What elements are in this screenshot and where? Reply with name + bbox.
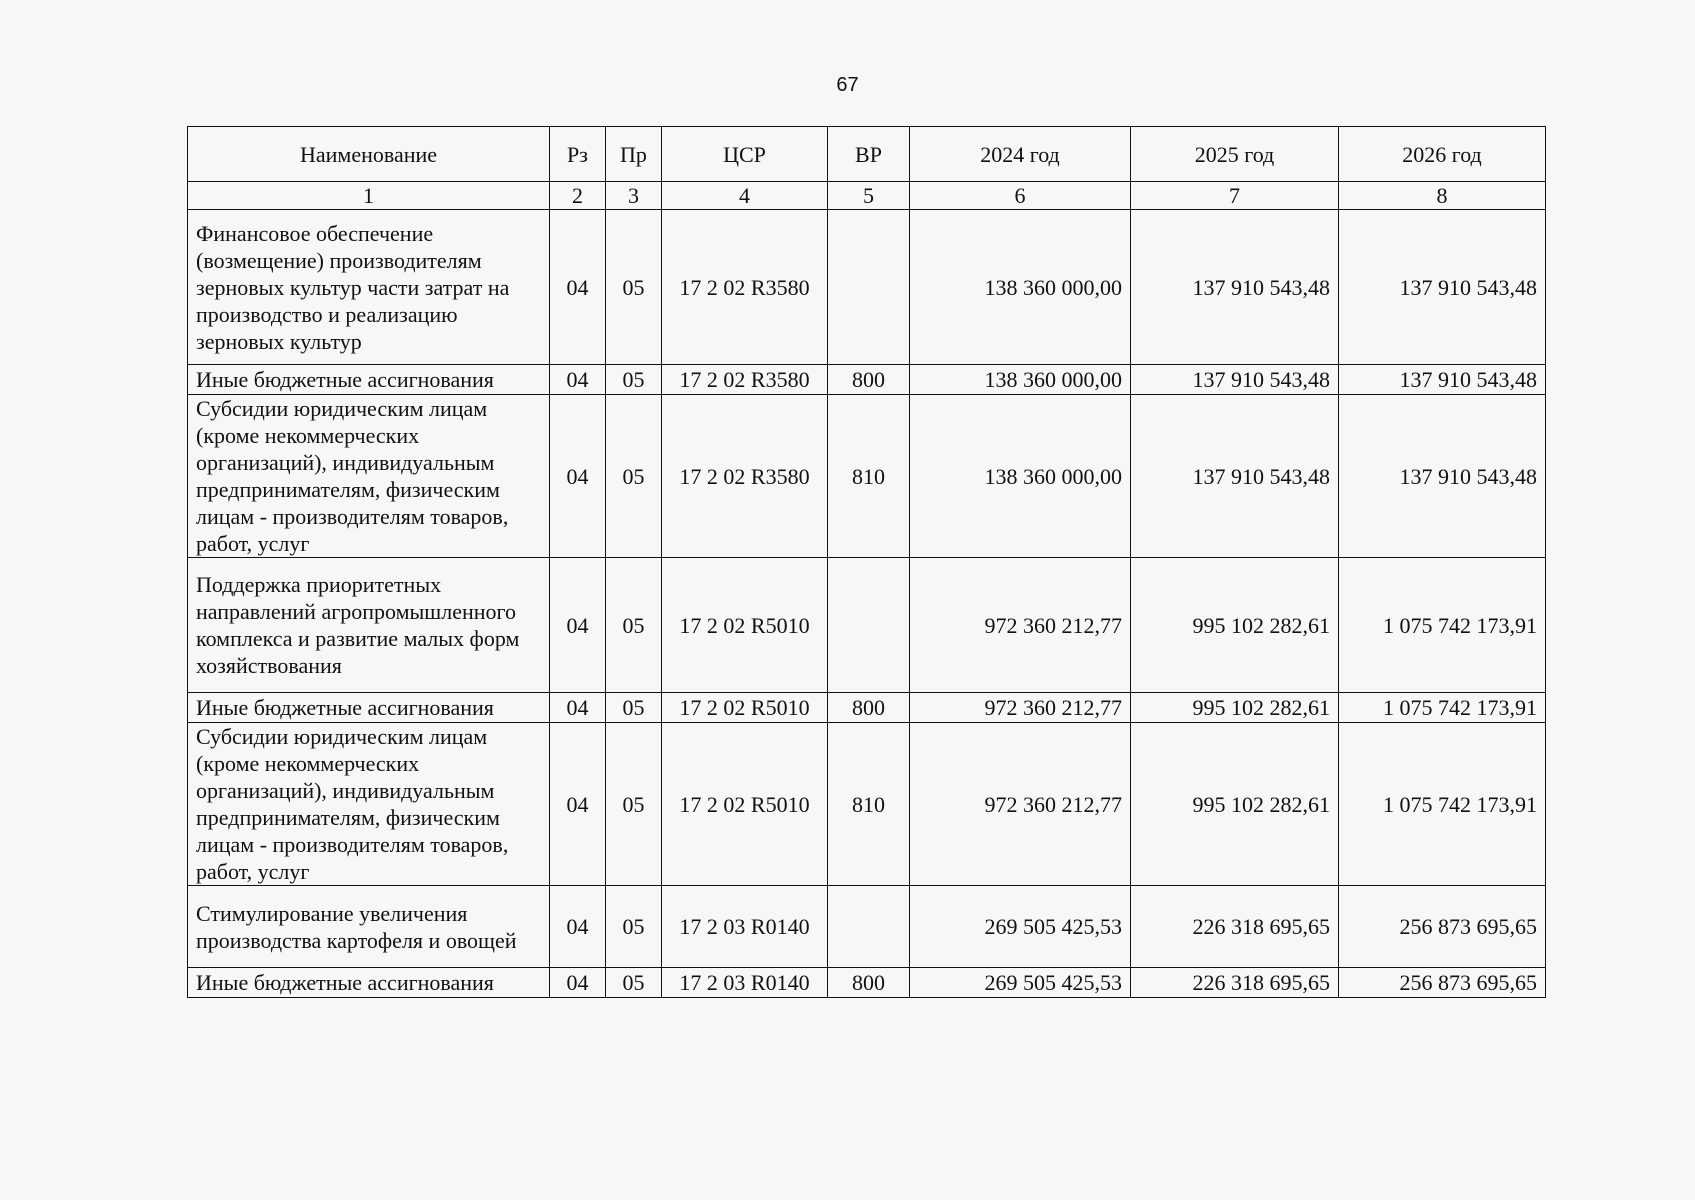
cell-2026: 256 873 695,65: [1339, 886, 1546, 968]
column-number: 8: [1339, 182, 1546, 210]
cell-2026: 1 075 742 173,91: [1339, 693, 1546, 723]
cell-vr: [828, 210, 910, 365]
cell-2025: 226 318 695,65: [1131, 968, 1339, 998]
cell-vr: 810: [828, 395, 910, 558]
cell-name: Поддержка приоритетных направлений агропромышленного комплекса и развитие малых форм хозяйствования: [188, 558, 550, 693]
cell-2024: 138 360 000,00: [910, 210, 1131, 365]
cell-csr: 17 2 02 R3580: [662, 395, 828, 558]
cell-2026: 137 910 543,48: [1339, 395, 1546, 558]
column-number: 3: [606, 182, 662, 210]
cell-2025: 137 910 543,48: [1131, 210, 1339, 365]
column-number: 2: [550, 182, 606, 210]
cell-vr: 810: [828, 723, 910, 886]
column-number: 4: [662, 182, 828, 210]
column-numbers-row: [188, 182, 1546, 210]
header-2026: 2026 год: [1339, 127, 1546, 182]
cell-2025: 995 102 282,61: [1131, 723, 1339, 886]
budget-table: [187, 126, 1546, 998]
cell-name: Субсидии юридическим лицам (кроме некоммерческих организаций), индивидуальным предпринимателям, физическим лицам - производителям товаров, работ, услуг: [188, 723, 550, 886]
cell-name: Иные бюджетные ассигнования: [188, 693, 550, 723]
cell-2024: 269 505 425,53: [910, 886, 1131, 968]
column-number: 6: [910, 182, 1131, 210]
header-2025: 2025 год: [1131, 127, 1339, 182]
table-row: [188, 558, 1546, 693]
table-row: [188, 723, 1546, 886]
cell-2024: 138 360 000,00: [910, 365, 1131, 395]
cell-pr: 05: [606, 395, 662, 558]
cell-vr: 800: [828, 365, 910, 395]
cell-2025: 995 102 282,61: [1131, 693, 1339, 723]
cell-csr: 17 2 02 R3580: [662, 210, 828, 365]
cell-csr: 17 2 02 R5010: [662, 723, 828, 886]
column-number: 1: [188, 182, 550, 210]
cell-2025: 137 910 543,48: [1131, 365, 1339, 395]
header-rz: Рз: [550, 127, 606, 182]
cell-pr: 05: [606, 558, 662, 693]
table-row: [188, 365, 1546, 395]
cell-2025: 226 318 695,65: [1131, 886, 1339, 968]
header-csr: ЦСР: [662, 127, 828, 182]
cell-csr: 17 2 03 R0140: [662, 968, 828, 998]
table-row: [188, 886, 1546, 968]
cell-pr: 05: [606, 210, 662, 365]
header-pr: Пр: [606, 127, 662, 182]
cell-csr: 17 2 02 R5010: [662, 693, 828, 723]
column-number: 7: [1131, 182, 1339, 210]
cell-2024: 972 360 212,77: [910, 693, 1131, 723]
page-number: 67: [836, 74, 859, 96]
cell-2026: 1 075 742 173,91: [1339, 723, 1546, 886]
cell-name: Иные бюджетные ассигнования: [188, 365, 550, 395]
cell-csr: 17 2 03 R0140: [662, 886, 828, 968]
cell-2026: 137 910 543,48: [1339, 210, 1546, 365]
cell-2025: 995 102 282,61: [1131, 558, 1339, 693]
cell-name: Стимулирование увеличения производства картофеля и овощей: [188, 886, 550, 968]
cell-vr: [828, 558, 910, 693]
cell-csr: 17 2 02 R3580: [662, 365, 828, 395]
cell-name: Финансовое обеспечение (возмещение) производителям зерновых культур части затрат на производство и реализацию зерновых культур: [188, 210, 550, 365]
cell-2024: 138 360 000,00: [910, 395, 1131, 558]
table-row: [188, 968, 1546, 998]
header-2024: 2024 год: [910, 127, 1131, 182]
cell-vr: [828, 886, 910, 968]
table-row: [188, 693, 1546, 723]
cell-2024: 972 360 212,77: [910, 558, 1131, 693]
column-number: 5: [828, 182, 910, 210]
cell-rz: 04: [550, 558, 606, 693]
table-row: [188, 395, 1546, 558]
cell-2026: 137 910 543,48: [1339, 365, 1546, 395]
cell-pr: 05: [606, 968, 662, 998]
cell-pr: 05: [606, 723, 662, 886]
cell-vr: 800: [828, 968, 910, 998]
cell-rz: 04: [550, 395, 606, 558]
cell-pr: 05: [606, 365, 662, 395]
cell-2026: 256 873 695,65: [1339, 968, 1546, 998]
cell-rz: 04: [550, 693, 606, 723]
header-name: Наименование: [188, 127, 550, 182]
cell-pr: 05: [606, 693, 662, 723]
cell-2024: 972 360 212,77: [910, 723, 1131, 886]
header-vr: ВР: [828, 127, 910, 182]
cell-rz: 04: [550, 968, 606, 998]
cell-2024: 269 505 425,53: [910, 968, 1131, 998]
cell-name: Иные бюджетные ассигнования: [188, 968, 550, 998]
cell-vr: 800: [828, 693, 910, 723]
cell-pr: 05: [606, 886, 662, 968]
cell-csr: 17 2 02 R5010: [662, 558, 828, 693]
cell-rz: 04: [550, 365, 606, 395]
cell-rz: 04: [550, 210, 606, 365]
cell-2025: 137 910 543,48: [1131, 395, 1339, 558]
cell-name: Субсидии юридическим лицам (кроме некоммерческих организаций), индивидуальным предпринимателям, физическим лицам - производителям товаров, работ, услуг: [188, 395, 550, 558]
cell-rz: 04: [550, 723, 606, 886]
cell-rz: 04: [550, 886, 606, 968]
cell-2026: 1 075 742 173,91: [1339, 558, 1546, 693]
header-row: [188, 127, 1546, 182]
table-row: [188, 210, 1546, 365]
